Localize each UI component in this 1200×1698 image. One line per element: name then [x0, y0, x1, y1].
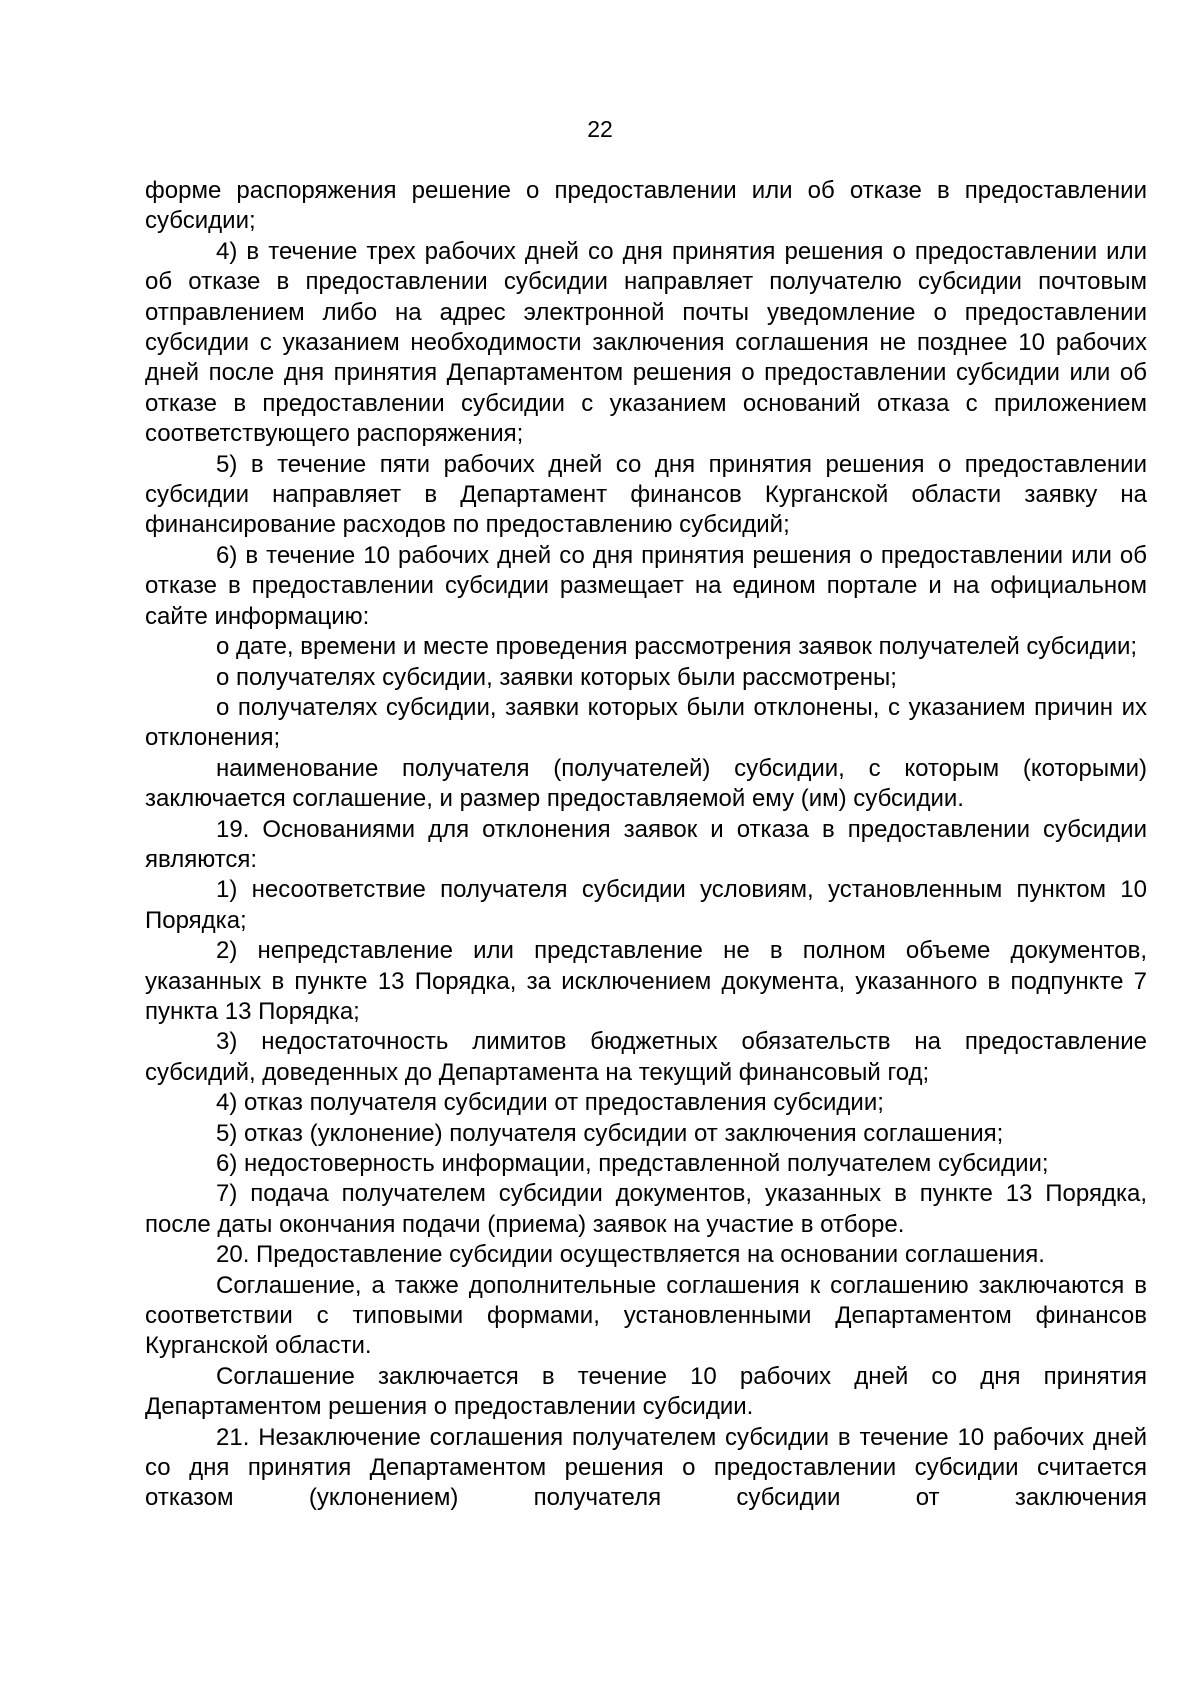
paragraph: 5) в течение пяти рабочих дней со дня принятия решения о предоставлении субсидии направляет в Департамент финансов Курганской области заявку на финансирование расходов по предоставлению субсидий;: [145, 450, 1147, 539]
paragraph: 6) недостоверность информации, представленной получателем субсидии;: [216, 1150, 1049, 1177]
paragraph: 4) отказ получателя субсидии от предоставления субсидии;: [216, 1089, 884, 1117]
document-body: [145, 176, 1147, 1514]
paragraph: 2) непредставление или представление не в полном объеме документов, указанных в пункте 13 Порядка, за исключением документа, указанного в подпункте 7 пункта 13 Порядка;: [145, 937, 1147, 1025]
paragraph: 3) недостаточность лимитов бюджетных обязательств на предоставление субсидий, доведенных до Департамента на текущий финансовый год;: [145, 1028, 1147, 1086]
paragraph: о получателях субсидии, заявки которых были отклонены, с указанием причин их отклонения;: [145, 693, 1147, 752]
paragraph: 21. Незаключение соглашения получателем субсидии в течение 10 рабочих дней со дня принятия Департаментом решения о предоставлении субсидии считается отказом (уклонением) получателя субсидии от заключения: [145, 1423, 1147, 1512]
paragraph: Соглашение, а также дополнительные соглашения к соглашению заключаются в соответствии с типовыми формами, установленными Департаментом финансов Курганской области.: [145, 1271, 1147, 1360]
paragraph: о получателях субсидии, заявки которых были рассмотрены;: [216, 663, 897, 691]
paragraph: наименование получателя (получателей) субсидии, с которым (которыми) заключается соглашение, и размер предоставляемой ему (им) субсидии.: [145, 754, 1147, 813]
paragraph: 19. Основаниями для отклонения заявок и отказа в предоставлении субсидии являются:: [145, 815, 1147, 873]
paragraph: форме распоряжения решение о предоставлении или об отказе в предоставлении субсидии;: [145, 177, 1147, 235]
paragraph: 7) подача получателем субсидии документов, указанных в пункте 13 Порядка, после даты окончания подачи (приема) заявок на участие в отборе.: [145, 1180, 1147, 1238]
paragraph: 5) отказ (уклонение) получателя субсидии от заключения соглашения;: [216, 1119, 1004, 1147]
paragraph: 20. Предоставление субсидии осуществляется на основании соглашения.: [216, 1241, 1045, 1269]
paragraph: Соглашение заключается в течение 10 рабочих дней со дня принятия Департаментом решения о предоставлении субсидии.: [145, 1362, 1147, 1421]
page-number: 22: [587, 116, 613, 142]
paragraph: 6) в течение 10 рабочих дней со дня принятия решения о предоставлении или об отказе в предоставлении субсидии размещает на едином портале и на официальном сайте информацию:: [145, 541, 1147, 630]
paragraph: о дате, времени и месте проведения рассмотрения заявок получателей субсидии;: [216, 633, 1138, 661]
paragraph: 1) несоответствие получателя субсидии условиям, установленным пунктом 10 Порядка;: [145, 876, 1147, 934]
paragraph: 4) в течение трех рабочих дней со дня принятия решения о предоставлении или об отказе в предоставлении субсидии направляет получателю субсидии почтовым отправлением либо на адрес электронной почты уведомление о предоставлении субсидии с указанием необходимости заключения соглашения не позднее 10 рабочих дней после дня принятия Департаментом решения о предоставлении субсидии или об отказе в предоставлении субсидии с указанием оснований отказа с приложением соответствующего распоряжения;: [145, 237, 1147, 448]
